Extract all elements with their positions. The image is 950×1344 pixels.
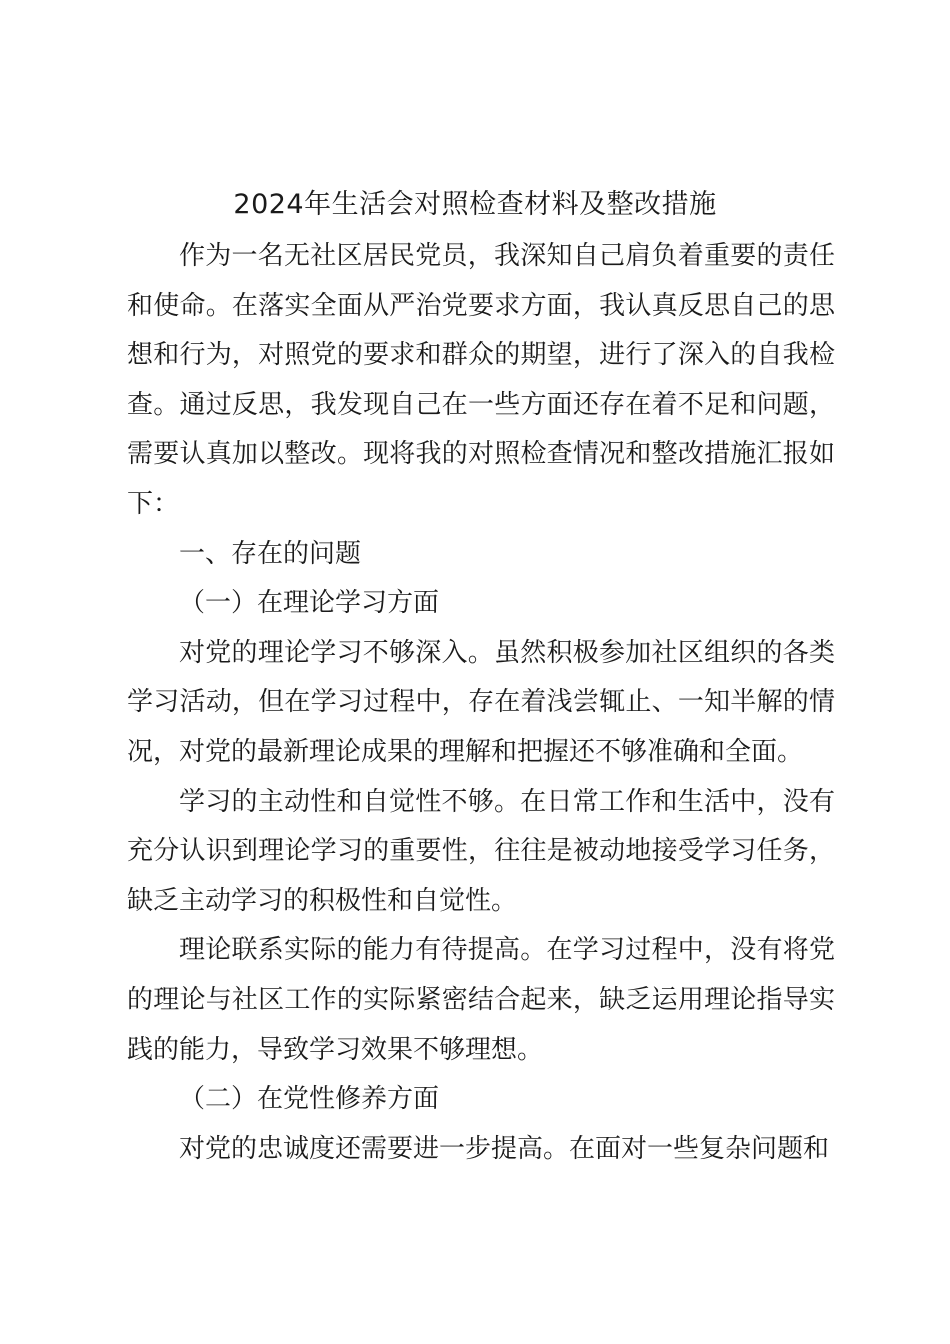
document-body [127,232,835,1174]
document-title: 2024年生活会对照检查材料及整改措施 [233,189,717,220]
party-spirit-paragraph-1: 对党的忠诚度还需要进一步提高。在面对一些复杂问题和 [179,1133,830,1164]
theory-study-paragraph-2: 学习的主动性和自觉性不够。在日常工作和生活中，没有充分认识到理论学习的重要性，往往是被动地接受学习任务，缺乏主动学习的积极性和自觉性。 [127,786,835,916]
intro-paragraph: 作为一名无社区居民党员，我深知自己肩负着重要的责任和使命。在落实全面从严治党要求方面，我认真反思自己的思想和行为，对照党的要求和群众的期望，进行了深入的自我检查。通过反思，我发现自己在一些方面还存在着不足和问题，需要认真加以整改。现将我的对照检查情况和整改措施汇报如下： [127,241,835,519]
subsection-heading-party-spirit: （二）在党性修养方面 [179,1084,440,1115]
theory-study-paragraph-3: 理论联系实际的能力有待提高。在学习过程中，没有将党的理论与社区工作的实际紧密结合起来，缺乏运用理论指导实践的能力，导致学习效果不够理想。 [127,935,835,1065]
subsection-heading-theory-study: （一）在理论学习方面 [179,588,440,619]
section-heading-problems: 一、存在的问题 [179,538,362,569]
theory-study-paragraph-1: 对党的理论学习不够深入。虽然积极参加社区组织的各类学习活动，但在学习过程中，存在着浅尝辄止、一知半解的情况，对党的最新理论成果的理解和把握还不够准确和全面。 [127,637,835,767]
